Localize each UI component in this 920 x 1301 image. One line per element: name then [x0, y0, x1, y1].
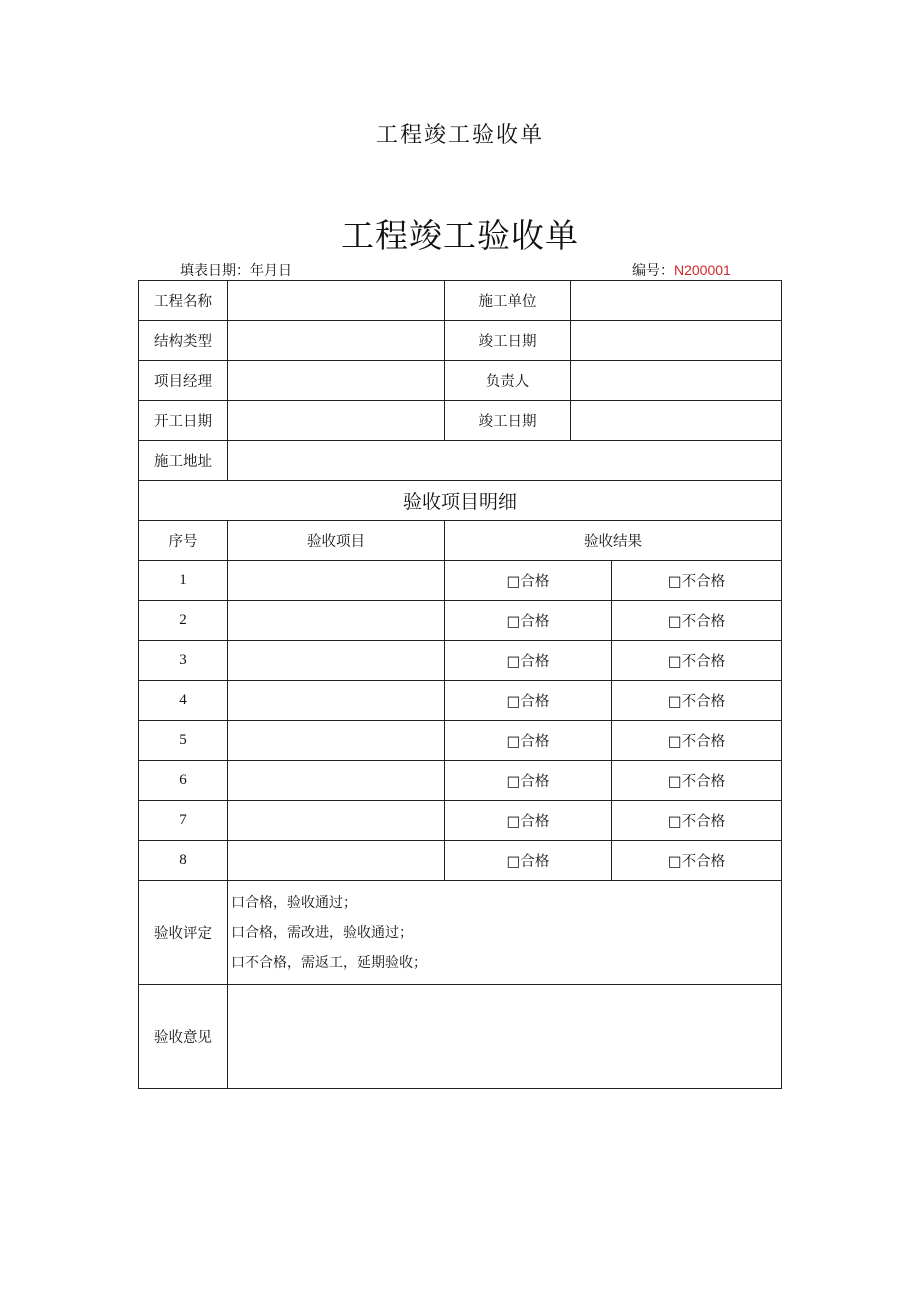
- fail-checkbox[interactable]: □不合格: [612, 721, 782, 761]
- pass-checkbox[interactable]: □合格: [445, 561, 612, 601]
- site-address-label: 施工地址: [139, 441, 228, 481]
- contractor-label: 施工单位: [445, 281, 571, 321]
- project-manager-label: 项目经理: [139, 361, 228, 401]
- fail-checkbox[interactable]: □不合格: [612, 801, 782, 841]
- evaluation-option-pass[interactable]: 口合格，验收通过；: [231, 894, 357, 911]
- fail-checkbox[interactable]: □不合格: [612, 761, 782, 801]
- project-name-field[interactable]: [228, 281, 445, 321]
- info-row: [139, 401, 782, 441]
- fail-checkbox[interactable]: □不合格: [612, 841, 782, 881]
- evaluation-options: [228, 881, 782, 985]
- item-row: [139, 641, 782, 681]
- contractor-field[interactable]: [571, 281, 782, 321]
- result-header: 验收结果: [445, 521, 782, 561]
- fill-date: 填表日期：年月日: [180, 263, 292, 279]
- item-seq: 5: [139, 721, 228, 761]
- start-date-field[interactable]: [228, 401, 445, 441]
- item-row: [139, 561, 782, 601]
- section-title: 验收项目明细: [139, 481, 782, 521]
- item-name-field[interactable]: [228, 561, 445, 601]
- item-row: [139, 721, 782, 761]
- item-row: [139, 761, 782, 801]
- evaluation-row: [139, 881, 782, 985]
- seq-header: 序号: [139, 521, 228, 561]
- address-row: [139, 441, 782, 481]
- section-row: [139, 481, 782, 521]
- info-row: [139, 281, 782, 321]
- pass-checkbox[interactable]: □合格: [445, 761, 612, 801]
- column-header-row: [139, 521, 782, 561]
- opinion-label: 验收意见: [139, 985, 228, 1089]
- item-seq: 3: [139, 641, 228, 681]
- evaluation-option-pass-improve[interactable]: 口合格，需改进，验收通过；: [231, 924, 413, 941]
- serial-label: 编号：: [632, 263, 674, 279]
- item-header: 验收项目: [228, 521, 445, 561]
- item-name-field[interactable]: [228, 601, 445, 641]
- item-seq: 1: [139, 561, 228, 601]
- item-row: [139, 801, 782, 841]
- item-row: [139, 681, 782, 721]
- pass-checkbox[interactable]: □合格: [445, 681, 612, 721]
- evaluation-label: 验收评定: [139, 881, 228, 985]
- completion-date-field-2[interactable]: [571, 401, 782, 441]
- fail-checkbox[interactable]: □不合格: [612, 601, 782, 641]
- item-name-field[interactable]: [228, 801, 445, 841]
- person-in-charge-label: 负责人: [445, 361, 571, 401]
- serial-number: [632, 260, 731, 280]
- completion-date-label: 竣工日期: [445, 321, 571, 361]
- completion-date-label-2: 竣工日期: [445, 401, 571, 441]
- serial-value: N200001: [674, 262, 731, 278]
- evaluation-option-fail-rework[interactable]: 口不合格，需返工，延期验收；: [231, 954, 427, 971]
- item-seq: 4: [139, 681, 228, 721]
- acceptance-form-table: [138, 280, 782, 1089]
- completion-date-field[interactable]: [571, 321, 782, 361]
- info-row: [139, 361, 782, 401]
- item-seq: 6: [139, 761, 228, 801]
- item-seq: 7: [139, 801, 228, 841]
- item-name-field[interactable]: [228, 641, 445, 681]
- structure-type-field[interactable]: [228, 321, 445, 361]
- item-row: [139, 601, 782, 641]
- info-row: [139, 321, 782, 361]
- fail-checkbox[interactable]: □不合格: [612, 561, 782, 601]
- form-title: 工程竣工验收单: [341, 216, 579, 255]
- pass-checkbox[interactable]: □合格: [445, 641, 612, 681]
- item-name-field[interactable]: [228, 761, 445, 801]
- fail-checkbox[interactable]: □不合格: [612, 681, 782, 721]
- opinion-row: [139, 985, 782, 1089]
- pass-checkbox[interactable]: □合格: [445, 841, 612, 881]
- person-in-charge-field[interactable]: [571, 361, 782, 401]
- pass-checkbox[interactable]: □合格: [445, 601, 612, 641]
- item-row: [139, 841, 782, 881]
- pass-checkbox[interactable]: □合格: [445, 721, 612, 761]
- item-seq: 2: [139, 601, 228, 641]
- project-manager-field[interactable]: [228, 361, 445, 401]
- item-name-field[interactable]: [228, 681, 445, 721]
- item-seq: 8: [139, 841, 228, 881]
- structure-type-label: 结构类型: [139, 321, 228, 361]
- site-address-field[interactable]: [228, 441, 782, 481]
- project-name-label: 工程名称: [139, 281, 228, 321]
- opinion-field[interactable]: [228, 985, 782, 1089]
- item-name-field[interactable]: [228, 841, 445, 881]
- item-name-field[interactable]: [228, 721, 445, 761]
- start-date-label: 开工日期: [139, 401, 228, 441]
- pass-checkbox[interactable]: □合格: [445, 801, 612, 841]
- fail-checkbox[interactable]: □不合格: [612, 641, 782, 681]
- item-rows: [139, 561, 782, 881]
- document-title: 工程竣工验收单: [375, 123, 544, 148]
